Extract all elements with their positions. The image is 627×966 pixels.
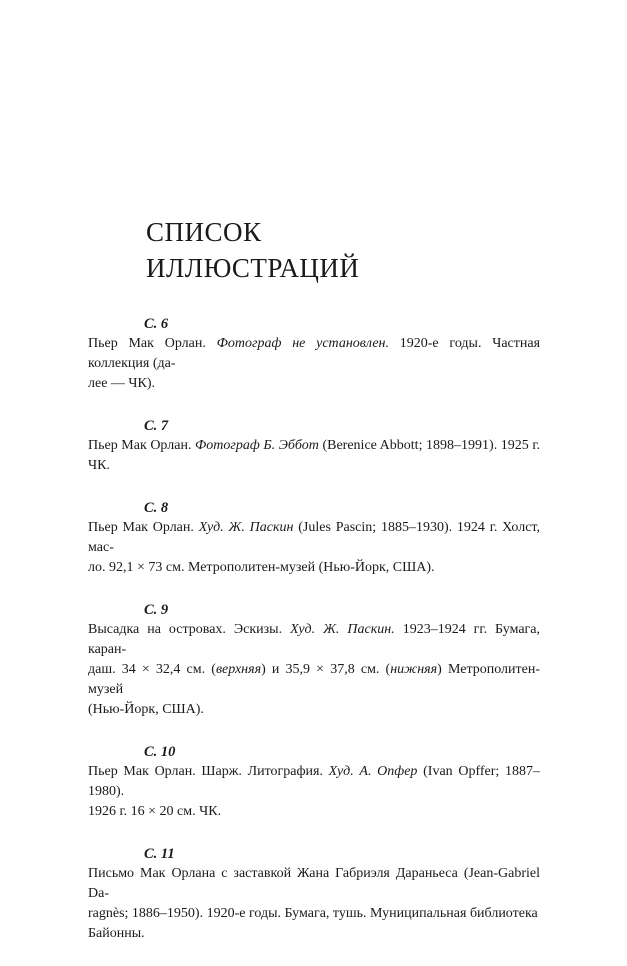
text-run: ) и 35,9 × 37,8 см. ( [261, 662, 391, 677]
illustration-description [88, 518, 540, 578]
page-reference: С. 6 [144, 316, 169, 332]
page-title-line-1: СПИСОК [146, 217, 262, 247]
text-run: лее — ЧК). [88, 376, 156, 391]
page-title-line-2: ИЛЛЮСТРАЦИЙ [146, 253, 360, 283]
text-run: даш. 34 × 32,4 см. ( [88, 662, 216, 677]
illustration-description [88, 864, 540, 944]
text-run: 1920-е годы. Частная коллекция (да- [88, 336, 541, 371]
illustration-entry [88, 742, 540, 822]
text-run: Пьер Мак Орлан. [88, 336, 217, 351]
text-run: Пьер Мак Орлан. [88, 520, 199, 535]
text-run: Пьер Мак Орлан. [88, 438, 196, 453]
illustration-entry [88, 498, 540, 578]
text-run: 1923–1924 гг. Бумага, каран- [88, 622, 541, 657]
page-title [146, 214, 359, 286]
italic-text: Фотограф не установлен. [216, 336, 389, 351]
text-run: Пьер Мак Орлан. Шарж. Литография. [88, 764, 329, 779]
page-reference: С. 10 [144, 744, 176, 760]
italic-text: верхняя [215, 662, 262, 677]
italic-text: нижняя [390, 662, 438, 677]
illustration-description [88, 620, 540, 720]
text-run: (Ivan Opffer; 1887–1980). [88, 764, 540, 799]
text-run: (Нью-Йорк, США). [88, 702, 204, 717]
italic-text: Худ. Ж. Паскин. [290, 622, 395, 637]
italic-text: Фотограф Б. Эббот [195, 438, 319, 453]
text-run: Письмо Мак Орлана с заставкой Жана Габриэля Дараньеса (Jean-Gabriel Da- [88, 866, 540, 901]
illustration-entry [88, 844, 540, 944]
text-run: ) Метрополитен-музей [88, 662, 541, 697]
italic-text: Худ. А. Опфер [328, 764, 418, 779]
italic-text: Худ. Ж. Паскин [198, 520, 294, 535]
illustration-description [88, 334, 540, 394]
text-run: 1926 г. 16 × 20 см. ЧК. [88, 804, 222, 819]
text-run: (Jules Pascin; 1885–1930). 1924 г. Холст, мас- [88, 520, 540, 555]
illustration-description [88, 762, 540, 822]
page-reference: С. 8 [144, 500, 169, 516]
text-run: (Berenice Abbott; 1898–1991). 1925 г. ЧК. [88, 438, 541, 473]
page-reference: С. 7 [144, 418, 169, 434]
text-run: Байонны. [88, 926, 145, 941]
illustration-entry [88, 314, 540, 394]
page-reference: С. 11 [144, 846, 175, 862]
text-run: ло. 92,1 × 73 см. Метрополитен-музей (Нью-Йорк, США). [88, 560, 435, 575]
page-reference: С. 9 [144, 602, 169, 618]
illustration-description [88, 436, 540, 476]
text-run: Высадка на островах. Эскизы. [88, 622, 291, 637]
illustration-entry [88, 416, 540, 476]
text-run: ragnès; 1886–1950). 1920-е годы. Бумага, тушь. Муниципальная библиотека [88, 906, 538, 921]
illustration-entry [88, 600, 540, 720]
illustration-list [88, 314, 540, 966]
